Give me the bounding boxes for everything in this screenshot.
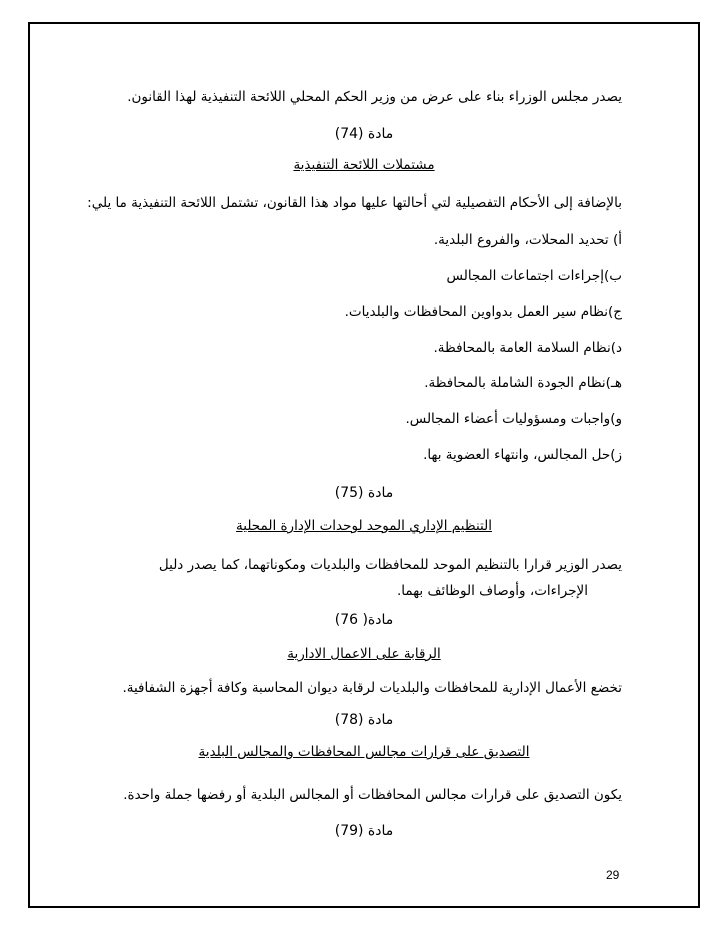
list-item-b: ب)إجراءات اجتماعات المجالس [446,268,622,284]
article-74-heading-text: مشتملات اللائحة التنفيذية [293,157,435,173]
article-76-title: مادة( 76) [334,612,394,628]
article-75-body-line2: الإجراءات، وأوصاف الوظائف بهما. [396,583,588,599]
article-75-heading [0,517,728,535]
article-74-heading [0,156,728,174]
page-number: 29 [606,868,620,882]
article-76-body: تخضع الأعمال الإدارية للمحافظات والبلديات لرقابة ديوان المحاسبة وكافة أجهزة الشفافية. [122,680,622,696]
article-74-title: مادة (74) [334,126,394,142]
list-item-e: هـ)نظام الجودة الشاملة بالمحافظة. [424,375,622,391]
article-78-body: يكون التصديق على قرارات مجالس المحافظات أو المجالس البلدية أو رفضها جملة واحدة. [123,787,622,803]
article-75-title: مادة (75) [334,485,394,501]
article-74-body: بالإضافة إلى الأحكام التفصيلية لتي أحالتها عليها مواد هذا القانون، تشتمل اللائحة التنفيذية ما يلي: [87,195,622,211]
article-78-heading-text: التصديق على قرارات مجالس المحافظات والمجالس البلدية [198,744,530,760]
article-79-title: مادة (79) [334,823,394,839]
list-item-d: د)نظام السلامة العامة بالمحافظة. [433,340,622,356]
article-78-title: مادة (78) [334,712,394,728]
page-border [28,22,700,908]
list-item-f: و)واجبات ومسؤوليات أعضاء المجالس. [405,411,622,427]
article-76-heading-text: الرقابة على الاعمال الادارية [287,646,441,662]
article-75-heading-text: التنظيم الإداري الموحد لوحدات الإدارة المحلية [236,518,492,534]
intro-paragraph: يصدر مجلس الوزراء بناء على عرض من وزير الحكم المحلي اللائحة التنفيذية لهذا القانون. [127,89,622,105]
list-item-a: أ) تحديد المحلات، والفروع البلدية. [433,232,622,248]
article-78-heading [0,743,728,761]
list-item-c: ج)نظام سير العمل بدواوين المحافظات والبلديات. [344,304,622,320]
article-76-heading [0,645,728,663]
article-75-body-line1: يصدر الوزير قرارا بالتنظيم الموحد للمحافظات والبلديات ومكوناتهما، كما يصدر دليل [158,557,622,573]
list-item-g: ز)حل المجالس، وانتهاء العضوية بها. [423,447,622,463]
